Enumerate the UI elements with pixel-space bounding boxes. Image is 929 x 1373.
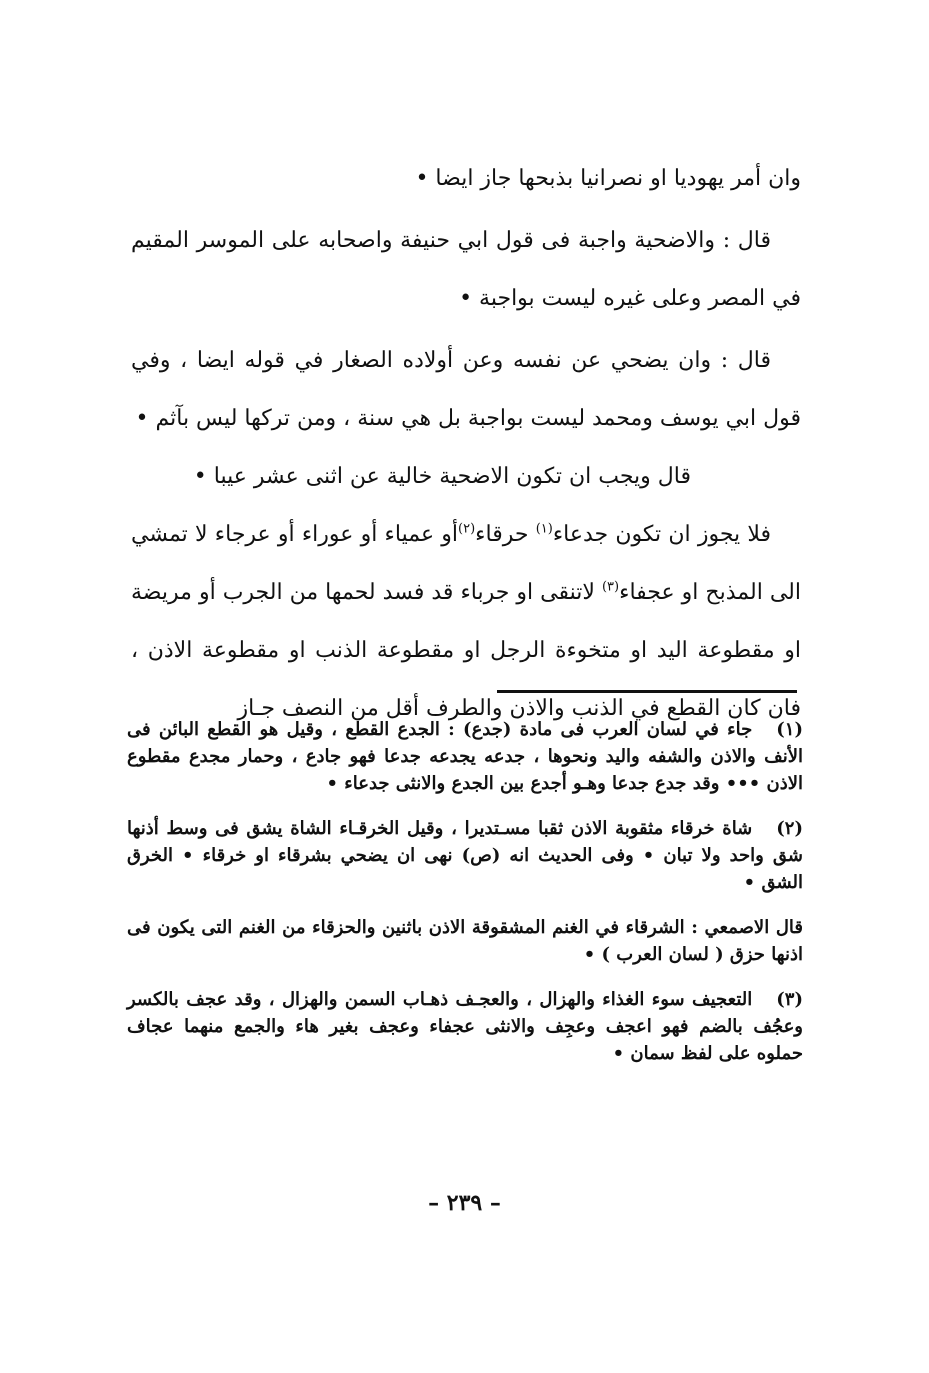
footnote-1-number: (١) <box>776 719 803 740</box>
footnote-3-text: التعجيف سوء الغذاء والهزال ، والعجـف ذهـاب السمن والهزال ، وقد عجف بالكسر وعجُف بالضم فهو اعجف وعجِف والانثى عجفاء وعجف بغير هاء والجمع منهما عجاف حملوه على لفظ سمان • <box>127 989 803 1064</box>
paragraph-1: وان أمر يهوديا او نصرانيا بذبحها جاز ايضا • <box>415 166 801 191</box>
paragraph-2: قال : والاضحية واجبة فى قول ابي حنيفة واصحابه على الموسر المقيم في المصر وعلى غيره ليست بواجبة • <box>131 228 801 311</box>
paragraph-3: قال : وان يضحي عن نفسه وعن أولاده الصغار في قوله ايضا ، وفي قول ابي يوسف ومحمد ليست بواجبة بل هي سنة ، ومن تركها ليس بآثم • <box>131 348 801 431</box>
footnote-ref-1: (١) <box>535 521 553 537</box>
footnote-2 <box>127 815 803 896</box>
page-number: – ٢٣٩ – <box>428 1190 501 1216</box>
main-body-text <box>131 150 801 738</box>
paragraph-4: قال ويجب ان تكون الاضحية خالية عن اثنى عشر عيبا • <box>193 464 691 489</box>
footnote-2-number: (٢) <box>776 818 803 839</box>
footnote-2-continuation: قال الاصمعي : الشرقاء في الغنم المشقوقة الاذن باثنين والحزقاء من الغنم التى يكون فى اذنها حزق ( لسان العرب ) • <box>127 917 803 965</box>
footnote-2-text: شاة خرقاء مثقوبة الاذن ثقبا مسـتديرا ، وقيل الخرقـاء الشاة يشق فى وسط أذنها شق واحد ولا تبان • وفى الحديث انه (ص) نهى ان يضحي بشرقاء او خرقاء • الخرق الشق • <box>127 818 803 893</box>
paragraph-5-part-d: لاتنقى او جرباء قد فسد لحمها من الجرب أو مريضة او مقطوعة اليد او متخوءة الرجل او مقطوعة الذنب او مقطوعة الاذن ، فان كان القطع في الذنب والاذن والطرف أقل من النصف جـاز <box>131 580 801 721</box>
paragraph-5 <box>131 506 801 738</box>
paragraph-5-part-c: أو عمياء أو عوراء أو عرجاء لا تمشي الى المذبح او عجفاء <box>131 522 801 605</box>
footnote-separator <box>497 690 797 693</box>
footnotes-section <box>127 716 803 1085</box>
footnote-1-text: جاء في لسان العرب فى مادة (جدع) : الجدع القطع ، وقيل هو القطع البائن فى الأنف والاذن والشفه واليد ونحوها ، جدعه يجدعه جدعا فهو جادع ، وحمار مجدع مقطوع الاذن ••• وقد جدع جدعا وهـو أجدع بين الجدع والانثى جدعاء • <box>127 719 803 794</box>
footnote-ref-3: (٣) <box>601 579 620 595</box>
footnote-1 <box>127 716 803 797</box>
paragraph-5-part-b: حرقاء <box>475 522 536 547</box>
paragraph-5-part-a: فلا يجوز ان تكون جدعاء <box>552 522 771 547</box>
footnote-3-number: (٣) <box>776 989 803 1010</box>
footnote-3 <box>127 986 803 1067</box>
footnote-ref-2: (٢) <box>458 521 476 537</box>
